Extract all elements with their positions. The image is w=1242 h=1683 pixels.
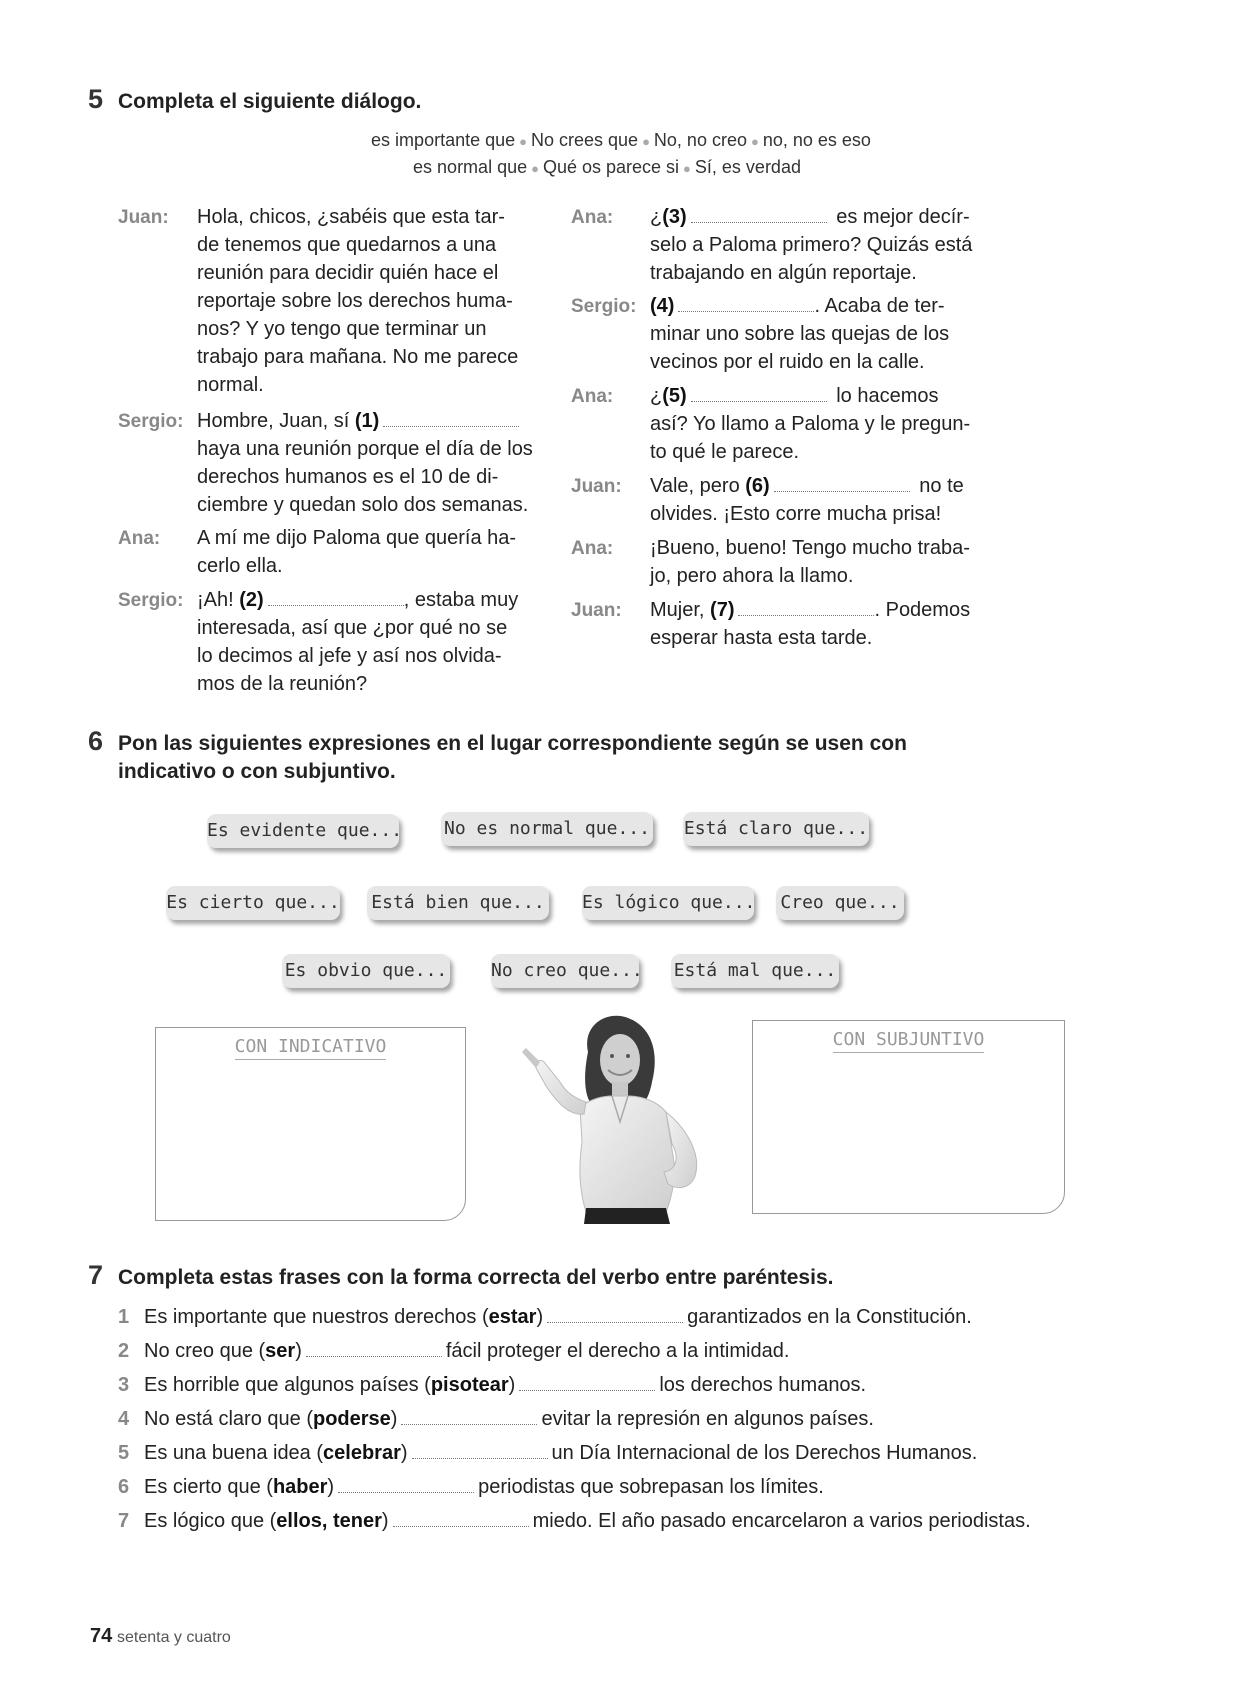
expression-chip[interactable]: Está claro que...	[683, 812, 869, 846]
page-footer	[90, 1625, 231, 1648]
speaker-juan: Juan:	[571, 476, 622, 497]
dialogue-line: esperar hasta esta tarde.	[650, 627, 873, 649]
answer-blank[interactable]	[306, 1355, 442, 1357]
word-bank-item: es importante que	[371, 130, 516, 150]
page-number-words: setenta y cuatro	[116, 1629, 231, 1646]
blank-number: (6)	[745, 475, 770, 497]
indicativo-box-label	[156, 1036, 465, 1057]
expression-chip[interactable]: Es obvio que...	[282, 954, 450, 988]
dialogue-text: , estaba muy	[403, 589, 519, 611]
dialogue-text: ¡Ah!	[197, 589, 234, 611]
sentence-text: Es horrible que algunos países (	[144, 1374, 431, 1396]
dialogue-line: interesada, así que ¿por qué no se	[197, 617, 508, 639]
sentence-text: evitar la represión en algunos países.	[541, 1408, 874, 1430]
answer-blank[interactable]	[691, 221, 827, 223]
speaker-ana: Ana:	[571, 386, 614, 407]
dialogue-line	[650, 596, 970, 624]
speaker-ana: Ana:	[118, 528, 161, 549]
dialogue-line: reunión para decidir quién hace el	[197, 262, 499, 284]
word-bank-item: Qué os parece si	[542, 157, 680, 177]
dialogue-line: selo a Paloma primero? Quizás está	[650, 234, 973, 256]
subjuntivo-box-label-text: CON SUBJUNTIVO	[833, 1029, 985, 1053]
exercise-7-title: Completa estas frases con la forma correcta del verbo entre paréntesis.	[118, 1266, 834, 1289]
sentence-item: 2 No creo que (ser) fácil proteger el derecho a la intimidad.	[118, 1337, 789, 1365]
verb: ellos, tener	[276, 1510, 382, 1532]
word-bank-item: es normal que	[413, 157, 528, 177]
dialogue-line: de tenemos que quedarnos a una	[197, 234, 497, 256]
word-bank-item: Sí, es verdad	[694, 157, 801, 177]
verb: pisotear	[430, 1374, 509, 1396]
dialogue-text: . Podemos	[874, 599, 971, 621]
expression-chip[interactable]: Es lógico que...	[582, 886, 754, 920]
dialogue-line: Hola, chicos, ¿sabéis que esta tar-	[197, 206, 505, 228]
expression-chip[interactable]: Es cierto que...	[166, 886, 340, 920]
exercise-5-title: Completa el siguiente diálogo.	[118, 90, 422, 113]
blank-number: (4)	[650, 295, 675, 317]
dialogue-line: cerlo ella.	[197, 555, 283, 577]
answer-blank[interactable]	[774, 490, 910, 492]
blank-number: (1)	[354, 410, 380, 432]
dialogue-line: trabajando en algún reportaje.	[650, 262, 917, 284]
sentence-text: Es importante que nuestros derechos (	[144, 1306, 489, 1328]
answer-blank[interactable]	[338, 1491, 474, 1493]
dialogue-line: lo decimos al jefe y así nos olvida-	[197, 645, 502, 667]
expression-chip[interactable]: No es normal que...	[441, 812, 653, 846]
sentence-text: garantizados en la Constitución.	[687, 1306, 972, 1328]
verb: ser	[265, 1340, 296, 1362]
dialogue-text: Hombre, Juan, sí	[197, 410, 350, 432]
dialogue-line: olvides. ¡Esto corre mucha prisa!	[650, 503, 942, 525]
sentence-item: 3 Es horrible que algunos países (pisotear) los derechos humanos.	[118, 1371, 866, 1399]
sentence-item: 4 No está claro que (poderse) evitar la represión en algunos países.	[118, 1405, 874, 1433]
exercise-6-title-line-2: indicativo o con subjuntivo.	[118, 760, 396, 783]
answer-blank[interactable]	[691, 400, 827, 402]
sentence-text: miedo. El año pasado encarcelaron a varios periodistas.	[532, 1510, 1031, 1532]
dialogue-text: Mujer,	[650, 599, 705, 621]
exercise-5-number: 5	[88, 84, 104, 114]
word-bank-line-2: es normal que ● Qué os parece si ● Sí, es verdad	[413, 157, 801, 177]
exercise-6-number: 6	[88, 726, 104, 756]
answer-blank[interactable]	[393, 1525, 529, 1527]
verb: poderse	[312, 1408, 391, 1430]
dialogue-line	[650, 292, 945, 320]
word-bank-item: no, no es eso	[762, 130, 871, 150]
dialogue-line: ciembre y quedan solo dos semanas.	[197, 494, 529, 516]
dialogue-line: mos de la reunión?	[197, 673, 368, 695]
sentence-text: los derechos humanos.	[659, 1374, 867, 1396]
dialogue-text: es mejor decír-	[836, 206, 970, 228]
exercise-6-title-line-1: Pon las siguientes expresiones en el lugar correspondiente según se usen con	[118, 732, 907, 755]
sentence-text: Es cierto que (	[144, 1476, 273, 1498]
answer-blank[interactable]	[268, 604, 404, 606]
sentence-text: fácil proteger el derecho a la intimidad.	[445, 1340, 790, 1362]
answer-blank[interactable]	[412, 1457, 548, 1459]
blank-number: (3)	[662, 206, 687, 228]
sentence-number: 6	[118, 1476, 130, 1498]
dialogue-line	[650, 472, 964, 500]
dialogue-line	[197, 586, 518, 614]
sentence-number: 1	[118, 1306, 130, 1328]
dialogue-line: haya una reunión porque el día de los	[197, 438, 533, 460]
speaker-sergio: Sergio:	[118, 411, 184, 432]
speaker-juan: Juan:	[571, 600, 622, 621]
dialogue-line: to qué le parece.	[650, 441, 799, 463]
blank-number: (5)	[662, 385, 687, 407]
answer-blank[interactable]	[383, 425, 519, 427]
sentence-item: 1 Es importante que nuestros derechos (estar) garantizados en la Constitución.	[118, 1303, 972, 1331]
dialogue-line: así? Yo llamo a Paloma y le pregun-	[650, 413, 971, 435]
speaker-ana: Ana:	[571, 207, 614, 228]
word-bank-line-1: es importante que ● No crees que ● No, no creo ● no, no es eso	[371, 130, 871, 150]
woman-pointing-image	[500, 1012, 740, 1224]
exercise-7-number: 7	[88, 1260, 104, 1290]
sentence-item: 6 Es cierto que (haber) periodistas que sobrepasan los límites.	[118, 1473, 824, 1501]
answer-blank[interactable]	[519, 1389, 655, 1391]
speaker-ana: Ana:	[571, 538, 614, 559]
sentence-text: Es lógico que (	[144, 1510, 277, 1532]
dialogue-line: A mí me dijo Paloma que quería ha-	[197, 527, 517, 549]
dialogue-line: vecinos por el ruido en la calle.	[650, 351, 925, 373]
dialogue-text: no te	[919, 475, 964, 497]
dialogue-text: Vale, pero	[650, 475, 740, 497]
dialogue-text: ¿	[650, 206, 663, 228]
dialogue-line	[650, 203, 970, 231]
dialogue-line: trabajo para mañana. No me parece	[197, 346, 519, 368]
dialogue-line: ¡Bueno, bueno! Tengo mucho traba-	[650, 537, 970, 559]
dialogue-line: minar uno sobre las quejas de los	[650, 323, 950, 345]
blank-number: (7)	[710, 599, 735, 621]
subjuntivo-drop-box[interactable]	[752, 1020, 1065, 1214]
sentence-text: Es una buena idea (	[144, 1442, 324, 1464]
dialogue-text: lo hacemos	[836, 385, 939, 407]
sentence-number: 4	[118, 1408, 130, 1430]
expression-chip[interactable]: Está mal que...	[671, 954, 839, 988]
indicativo-box-label-text: CON INDICATIVO	[235, 1036, 387, 1060]
page-number: 74	[90, 1625, 113, 1647]
word-bank-item: No crees que	[531, 130, 639, 150]
dialogue-line: normal.	[197, 374, 264, 396]
dialogue-line: reportaje sobre los derechos huma-	[197, 290, 513, 312]
expression-chip[interactable]: Está bien que...	[367, 886, 549, 920]
answer-blank[interactable]	[401, 1423, 537, 1425]
speaker-juan: Juan:	[118, 207, 169, 228]
sentence-item: 5 Es una buena idea (celebrar) un Día Internacional de los Derechos Humanos.	[118, 1439, 977, 1467]
verb: celebrar	[323, 1442, 401, 1464]
sentence-number: 5	[118, 1442, 130, 1464]
verb: estar	[488, 1306, 537, 1328]
indicativo-drop-box[interactable]	[155, 1027, 466, 1221]
sentence-number: 3	[118, 1374, 130, 1396]
dialogue-line	[650, 382, 939, 410]
sentence-number: 2	[118, 1340, 130, 1362]
answer-blank[interactable]	[678, 310, 814, 312]
blank-number: (2)	[239, 589, 264, 611]
answer-blank[interactable]	[738, 614, 874, 616]
sentence-number: 7	[118, 1510, 130, 1532]
sentence-text: un Día Internacional de los Derechos Humanos.	[551, 1442, 978, 1464]
word-bank-item: No, no creo	[653, 130, 747, 150]
dialogue-line: derechos humanos es el 10 de di-	[197, 466, 499, 488]
dialogue-line: nos? Y yo tengo que terminar un	[197, 318, 487, 340]
sentence-text: No creo que (	[144, 1340, 266, 1362]
dialogue-line: jo, pero ahora la llamo.	[650, 565, 854, 587]
subjuntivo-box-label	[753, 1029, 1064, 1050]
dialogue-line	[197, 407, 523, 435]
sentence-item: 7 Es lógico que (ellos, tener) miedo. El año pasado encarcelaron a varios periodistas.	[118, 1507, 1031, 1535]
expression-chip[interactable]: No creo que...	[491, 954, 639, 988]
dialogue-text: ¿	[650, 385, 663, 407]
expression-chip[interactable]: Es evidente que...	[207, 814, 399, 848]
dialogue-text: . Acaba de ter-	[814, 295, 945, 317]
verb: haber	[272, 1476, 328, 1498]
answer-blank[interactable]	[547, 1321, 683, 1323]
speaker-sergio: Sergio:	[118, 590, 184, 611]
speaker-sergio: Sergio:	[571, 296, 637, 317]
sentence-text: No está claro que (	[144, 1408, 313, 1430]
expression-chip[interactable]: Creo que...	[776, 886, 904, 920]
sentence-text: periodistas que sobrepasan los límites.	[478, 1476, 824, 1498]
